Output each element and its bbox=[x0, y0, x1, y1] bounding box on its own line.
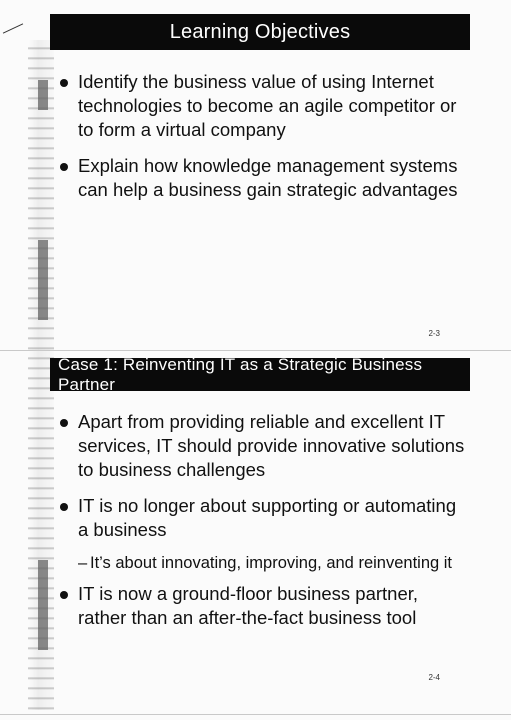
slide-learning-objectives bbox=[50, 14, 470, 344]
sub-bullet-item bbox=[60, 552, 470, 574]
slide-title: Learning Objectives bbox=[50, 14, 470, 50]
sub-bullet-text: It’s about innovating, improving, and reinventing it bbox=[90, 554, 453, 572]
page-bottom-line bbox=[0, 714, 511, 715]
bullet-list bbox=[60, 410, 470, 642]
slide-title: Case 1: Reinventing IT as a Strategic Business Partner bbox=[50, 358, 470, 391]
binding-shadow bbox=[38, 560, 48, 650]
bullet-item: Identify the business value of using Internet technologies to become an agile competitor or to form a virtual company bbox=[60, 70, 470, 142]
binding-shadow bbox=[38, 80, 48, 110]
bullet-item: IT is now a ground-floor business partner, rather than an after-the-fact business tool bbox=[60, 582, 470, 630]
slide-case-1 bbox=[50, 354, 470, 688]
slide-number: 2-3 bbox=[428, 329, 440, 338]
slide-number: 2-4 bbox=[428, 673, 440, 682]
bullet-item: Apart from providing reliable and excellent IT services, IT should provide innovative solutions to business challenges bbox=[60, 410, 470, 482]
scan-corner-mark bbox=[3, 23, 23, 33]
dash-marker: – bbox=[78, 554, 88, 572]
bullet-list bbox=[60, 70, 470, 214]
slide-divider bbox=[0, 350, 511, 351]
binding-shadow bbox=[38, 240, 48, 320]
bullet-item: IT is no longer about supporting or automating a business bbox=[60, 494, 470, 542]
bullet-item: Explain how knowledge management systems can help a business gain strategic advantages bbox=[60, 154, 470, 202]
